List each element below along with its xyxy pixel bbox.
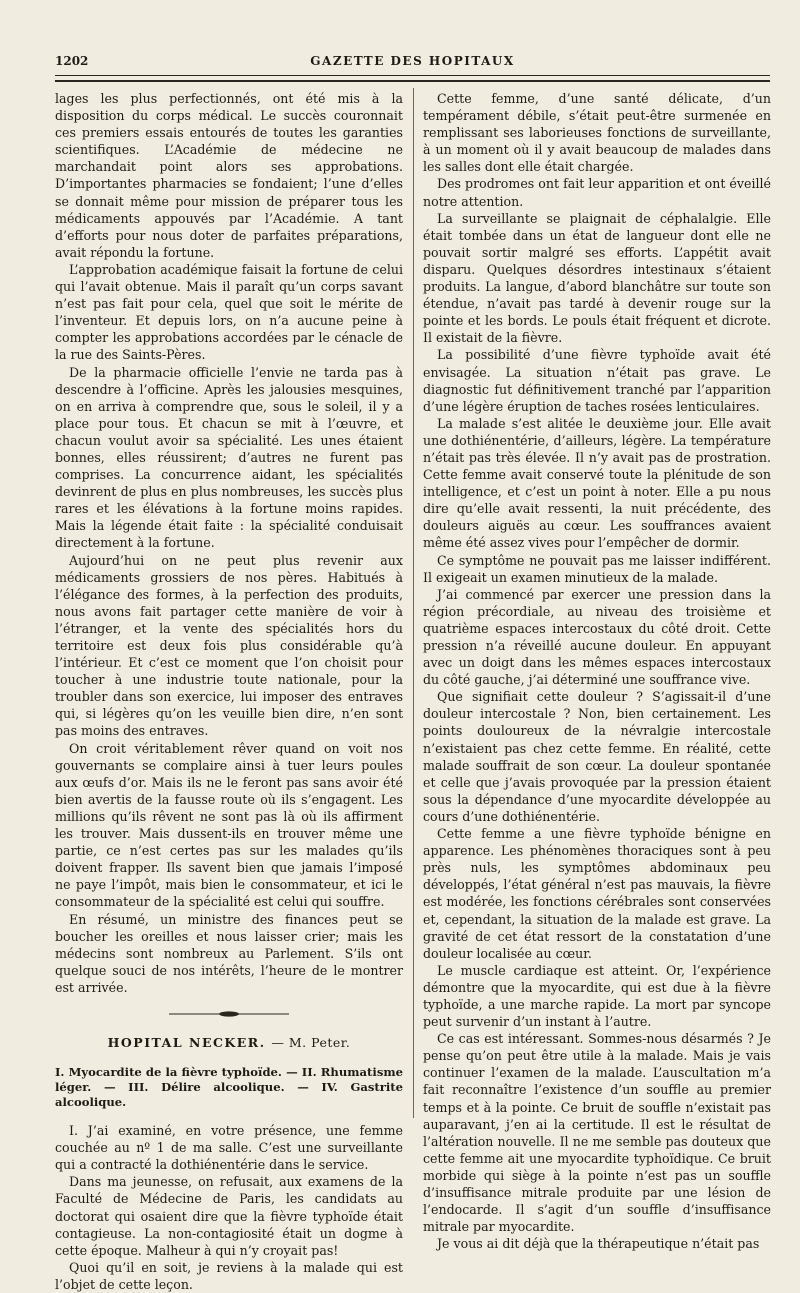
paragraph: Que signifiait cette douleur ? S’agissait-il d’une douleur intercostale ? Non, bien certainement. Les points douloureux de la névralgie intercostale n’existaient pas chez cette femme. En réalité, cette malade souffrait de son cœur. La douleur spontanée et celle que j’avais provoquée par la pression étaient sous la dépendance d’une myocardite développée au cours d’une dothiénentérie. xyxy=(423,689,771,824)
header-rule xyxy=(55,75,770,76)
paragraph: Ce symptôme ne pouvait pas me laisser indifférent. Il exigeait un examen minutieux de la malade. xyxy=(423,552,771,585)
paragraph: L’approbation académique faisait la fortune de celui qui l’avait obtenue. Mais il paraît qu’un corps savant n’est pas fait pour cela, quel que soit le mérite de l’inventeur. Et depuis lors, on n’a aucune peine à compter les approbations accordées par le cénacle de la rue des Saints-Pères. xyxy=(55,261,403,363)
section-title xyxy=(55,1034,403,1051)
paragraph: I. J’ai examiné, en votre présence, une femme couchée au nº 1 de ma salle. C’est une surveillante qui a contracté la dothiénentérie dans le service. xyxy=(55,1123,403,1173)
paragraph: En résumé, un ministre des finances peut se boucher les oreilles et nous laisser crier; mais les médecins sont nombreux au Parlement. S’ils ont quelque souci de nos intérêts, l’heure de le montrer est arrivée. xyxy=(55,911,403,995)
paragraph: Dans ma jeunesse, on refusait, aux examens de la Faculté de Médecine de Paris, les candidats au doctorat qui osaient dire que la fièvre typhoïde était contagieuse. La non-contagiosité était un dogme à cette époque. Malheur à qui n’y croyait pas! xyxy=(55,1174,403,1258)
paragraph: Cette femme, d’une santé délicate, d’un tempérament débile, s’était peut-être surmenée en remplissant ses laborieuses fonctions de surveillante, à un moment où il y avait beaucoup de malades dans les salles dont elle était chargée. xyxy=(423,91,771,175)
paragraph: Je vous ai dit déjà que la thérapeutique n’était pas xyxy=(437,1236,760,1252)
paragraph: lages les plus perfectionnés, ont été mis à la disposition du corps médical. Le succès couronnait ces premiers essais entourés de toutes les garanties scientifiques. L’Académie de médecine ne marchandait point alors ses approbations. D’importantes pharmacies se fondaient; l’une d’elles se donnait même pour mission de préparer tous les médicaments appouvés par l’Académie. A tant d’efforts pour nous doter de parfaites préparations, avait répondu la fortune. xyxy=(55,91,403,260)
right-column xyxy=(423,90,771,1252)
paragraph: Ce cas est intéressant. Sommes-nous désarmés ? Je pense qu’on peut être utile à la malade. Mais je vais continuer l’examen de la malade. L’auscultation m’a fait reconnaître l’existence d’un souffle au premier temps et à la pointe. Ce bruit de souffle n’existait pas auparavant, j’en ai la certitude. Il est le résultat de l’altération nouvelle. Il ne me semble pas douteux que cette femme ait une myocardite typhoïdique. Ce bruit morbide qui siège à la pointe n’est pas un souffle d’insuffisance mitrale produite par une lésion de l’endocarde. Il s’agit d’un souffle d’insuffisance mitrale par myocardite. xyxy=(423,1031,771,1235)
page-header xyxy=(55,54,770,74)
paragraph: La surveillante se plaignait de céphalalgie. Elle était tombée dans un état de langueur dont elle ne pouvait sortir malgré ses efforts. L’appétit avait disparu. Quelques désordres intestinaux s’étaient produits. La langue, d’abord blanchâtre sur toute son étendue, n’avait pas tardé à devenir rouge sur la pointe et les bords. Le pouls était fréquent et dicrote. Il existait de la fièvre. xyxy=(423,210,771,346)
hospital-name: HOPITAL NECKER. xyxy=(107,1034,266,1050)
header-rule-thick xyxy=(55,80,770,82)
paragraph: Cette femme a une fièvre typhoïde bénigne en apparence. Les phénomènes thoraciques sont à peu près nuls, les symptômes abdominaux peu développés, l’état général n’est pas mauvais, la fièvre est modérée, les fonctions cérébrales sont conservées et, cependant, la situation de la malade est grave. La gravité de cet état ressort de la constatation d’une douleur localisée au cœur. xyxy=(423,826,771,961)
paragraph: De la pharmacie officielle l’envie ne tarda pas à descendre à l’officine. Après les jalousies mesquines, on en arriva à comprendre que, sous le soleil, il y a place pour tous. Et chacun se mit à l’œuvre, et chacun voulut avoir sa spécialité. Les unes étaient bonnes, elles réussirent; d’autres ne furent pas comprises. La concurrence aidant, les spécialités devinrent de plus en plus nombreuses, les succès plus rares et les élévations à la fortune moins rapides. Mais la légende était faite : la spécialité conduisait directement à la fortune. xyxy=(55,364,403,551)
running-title: GAZETTE DES HOPITAUX xyxy=(310,54,515,68)
lesson-topics: I. Myocardite de la fièvre typhoïde. — II. Rhumatisme léger. — III. Délire alcoolique. — IV. Gastrite alcoolique. xyxy=(55,1065,403,1110)
paragraph: On croit véritablement rêver quand on voit nos gouvernants se complaire ainsi à tuer leurs poules aux œufs d’or. Mais ils ne le feront pas sans avoir été bien avertis de la fausse route où ils s’engagent. Les millions qu’ils rêvent ne sont pas là où ils affirment les trouver. Mais dussent-ils en trouver même une partie, ce n’est certes pas sur les malades qu’ils doivent frapper. Ils savent bien que jamais l’imposé ne paye l’impôt, mais bien le consommateur, et ici le consommateur de la spécialité est celui qui souffre. xyxy=(55,740,403,910)
paragraph: Des prodromes ont fait leur apparition et ont éveillé notre attention. xyxy=(423,176,771,209)
paragraph: Quoi qu’il en soit, je reviens à la malade qui est l’objet de cette leçon. xyxy=(55,1259,403,1292)
left-column xyxy=(55,90,403,1293)
paragraph: La possibilité d’une fièvre typhoïde avait été envisagée. La situation n’était pas grave. Le diagnostic fut définitivement tranché par l’apparition d’une légère éruption de taches rosées lenticulaires. xyxy=(423,347,771,414)
paragraph: La malade s’est alitée le deuxième jour. Elle avait une dothiénentérie, d’ailleurs, légère. La température n’était pas très élevée. Il n’y avait pas de prostration. Cette femme avait conservé toute la plénitude de son intelligence, et c’est un point à noter. Elle a pu nous dire qu’elle avait ressenti, la nuit précédente, des douleurs aiguës au cœur. Les souffrances avaient même été assez vives pour l’empêcher de dormir. xyxy=(423,415,771,551)
paragraph: J’ai commencé par exercer une pression dans la région précordiale, au niveau des troisième et quatrième espaces intercostaux du côté droit. Cette pression n’a réveillé aucune douleur. En appuyant avec un doigt dans les mêmes espaces intercostaux du côté gauche, j’ai déterminé une souffrance vive. xyxy=(423,586,771,688)
lecturer-name: — M. Peter. xyxy=(271,1034,351,1050)
paragraph: Le muscle cardiaque est atteint. Or, l’expérience démontre que la myocardite, qui est due à la fièvre typhoïde, a une marche rapide. La mort par syncope peut survenir d’un instant à l’autre. xyxy=(423,962,771,1030)
paragraph: Aujourd’hui on ne peut plus revenir aux médicaments grossiers de nos pères. Habitués à l’élégance des formes, à la perfection des produits, nous avons fait partager cette manière de voir à l’étranger, et la vente des spécialités hors du territoire est deux fois plus considérable qu’à l’intérieur. Et c’est ce moment que l’on choisit pour toucher à une industrie toute nationale, pour la troubler dans son exercice, lui imposer des entraves qui, si légères qu’on les veuille bien dire, n’en sont pas moins des entraves. xyxy=(55,552,403,739)
section-ornament xyxy=(169,1010,289,1018)
column-divider xyxy=(413,88,414,1118)
page-number: 1202 xyxy=(55,54,89,68)
